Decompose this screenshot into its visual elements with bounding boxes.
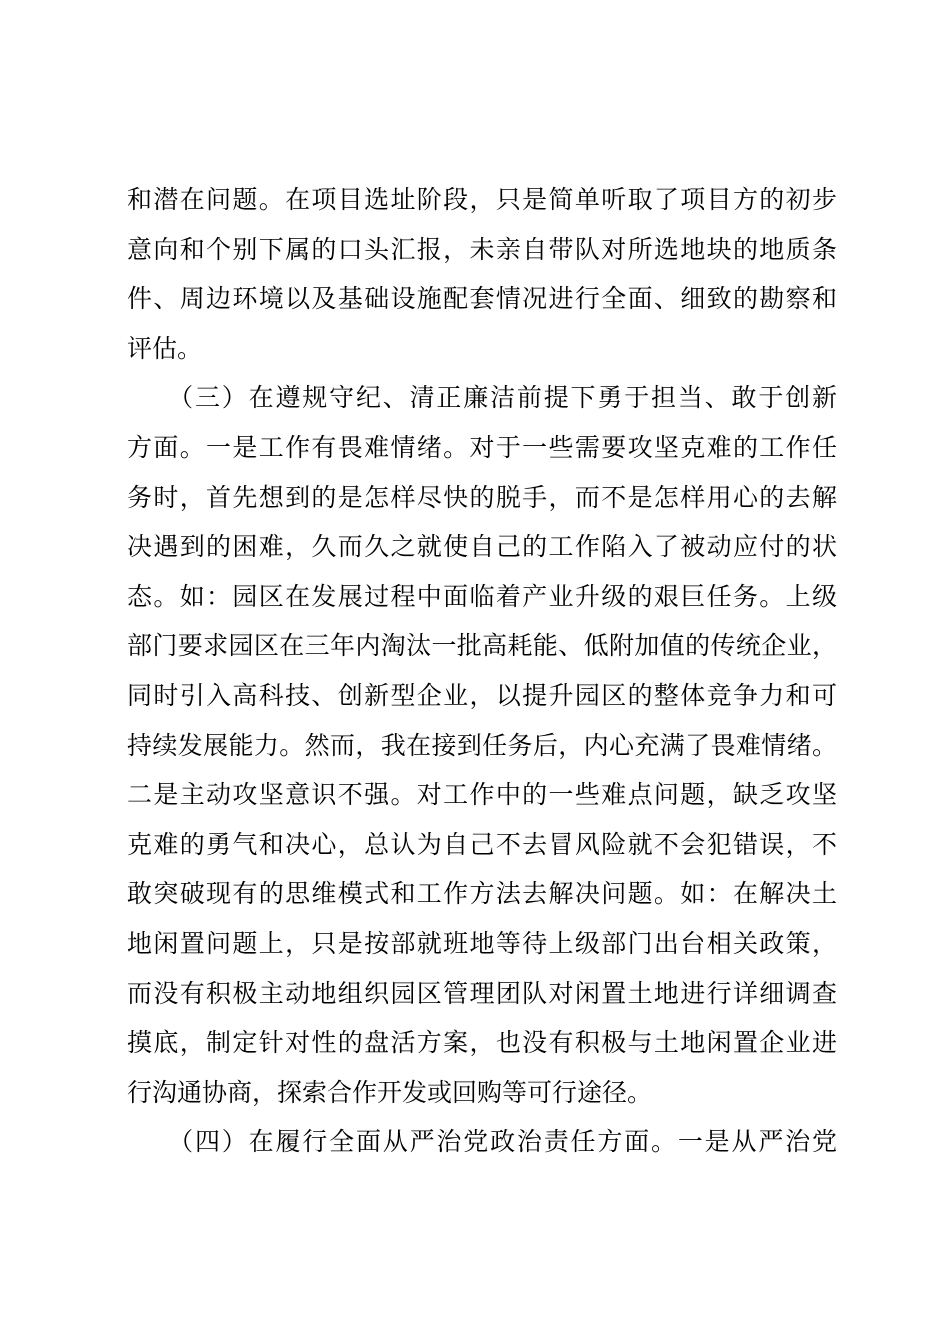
text-line: 敢突破现有的思维模式和工作方法去解决问题。如：在解决土 [127, 879, 837, 909]
section-heading-line: （三）在遵规守纪、清正廉洁前提下勇于担当、敢于创新 [127, 383, 837, 413]
text-line: 务时，首先想到的是怎样尽快的脱手，而不是怎样用心的去解 [127, 482, 837, 512]
text-line: 行沟通协商，探索合作开发或回购等可行途径。 [127, 1077, 653, 1107]
text-line: 持续发展能力。然而，我在接到任务后，内心充满了畏难情绪。 [127, 730, 837, 760]
text-line: 而没有积极主动地组织园区管理团队对闲置土地进行详细调查 [127, 978, 837, 1008]
text-line: 态。如：园区在发展过程中面临着产业升级的艰巨任务。上级 [127, 581, 837, 611]
text-line: 摸底，制定针对性的盘活方案，也没有积极与土地闲置企业进 [127, 1028, 837, 1058]
text-line: 同时引入高科技、创新型企业，以提升园区的整体竞争力和可 [127, 680, 837, 710]
text-line: 决遇到的困难，久而久之就使自己的工作陷入了被动应付的状 [127, 532, 837, 562]
text-line: 评估。 [127, 333, 203, 363]
text-line: 二是主动攻坚意识不强。对工作中的一些难点问题，缺乏攻坚 [127, 780, 837, 810]
text-line: 地闲置问题上，只是按部就班地等待上级部门出台相关政策， [127, 928, 837, 958]
text-line: 意向和个别下属的口头汇报，未亲自带队对所选地块的地质条 [127, 234, 837, 264]
text-line: 克难的勇气和决心，总认为自己不去冒风险就不会犯错误，不 [127, 829, 837, 859]
text-line: 件、周边环境以及基础设施配套情况进行全面、细致的勘察和 [127, 284, 837, 314]
text-line: 方面。一是工作有畏难情绪。对于一些需要攻坚克难的工作任 [127, 432, 837, 462]
document-body [127, 175, 837, 1167]
text-line: 部门要求园区在三年内淘汰一批高耗能、低附加值的传统企业， [127, 631, 837, 661]
text-line: 和潜在问题。在项目选址阶段，只是简单听取了项目方的初步 [127, 185, 837, 214]
section-heading-line: （四）在履行全面从严治党政治责任方面。一是从严治党 [127, 1127, 837, 1157]
